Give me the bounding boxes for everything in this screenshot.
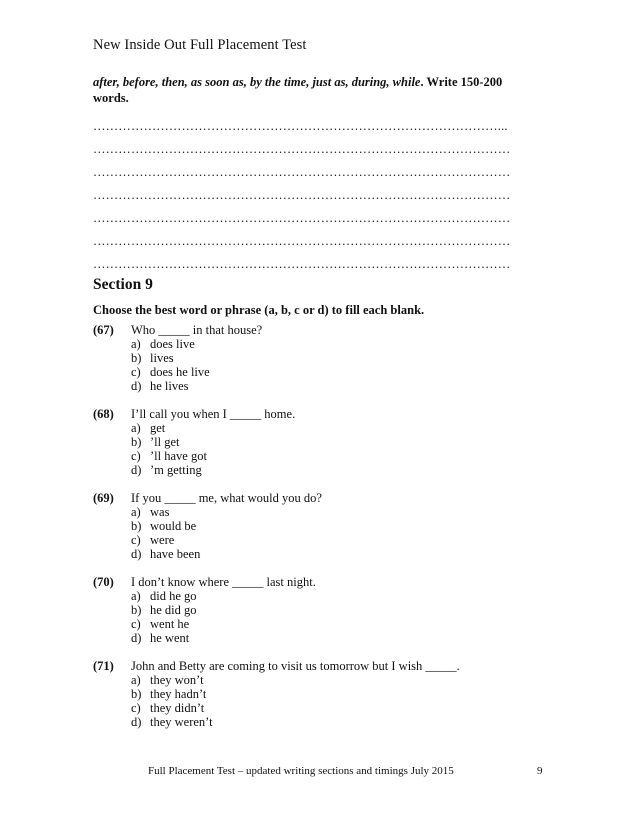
writing-line: ……………………………………………………………………………………… xyxy=(93,142,511,156)
option-text: they hadn’t xyxy=(150,687,207,701)
option-text: would be xyxy=(150,519,197,533)
option-letter: a) xyxy=(131,505,141,519)
option-text: they weren’t xyxy=(150,715,213,729)
question-text: I’ll call you when I _____ home. xyxy=(131,407,296,421)
option-b xyxy=(131,519,460,533)
option-text: get xyxy=(150,421,166,435)
option-text: went he xyxy=(150,617,190,631)
option-a xyxy=(131,589,460,603)
writing-line: ……………………………………………………………………………………… xyxy=(93,211,511,225)
option-a xyxy=(131,505,460,519)
option-text: ’ll have got xyxy=(150,449,207,463)
writing-line: ……………………………………………………………………………………… xyxy=(93,165,511,179)
option-text: lives xyxy=(150,351,174,365)
answer-options xyxy=(131,673,460,729)
answer-options xyxy=(131,505,460,561)
option-text: they didn’t xyxy=(150,701,205,715)
option-text: he did go xyxy=(150,603,197,617)
option-letter: d) xyxy=(131,463,142,477)
question-number: (71) xyxy=(93,659,114,673)
option-letter: c) xyxy=(131,365,141,379)
option-b xyxy=(131,603,460,617)
question-text: I don’t know where _____ last night. xyxy=(131,575,316,589)
option-text: ’m getting xyxy=(150,463,202,477)
option-a xyxy=(131,673,460,687)
question-number: (68) xyxy=(93,407,114,421)
option-text: did he go xyxy=(150,589,197,603)
option-d xyxy=(131,631,460,645)
option-letter: c) xyxy=(131,449,141,463)
answer-options xyxy=(131,589,460,645)
answer-options xyxy=(131,421,460,477)
option-d xyxy=(131,715,460,729)
word-count-instruction: . Write 150-200 words. xyxy=(93,75,503,105)
option-c xyxy=(131,449,460,463)
page-header-title: New Inside Out Full Placement Test xyxy=(93,37,307,53)
section-title: Section 9 xyxy=(93,276,153,293)
option-letter: d) xyxy=(131,631,142,645)
question-67 xyxy=(93,323,460,393)
question-number: (70) xyxy=(93,575,114,589)
answer-options xyxy=(131,337,460,393)
page-number: 9 xyxy=(537,765,543,777)
writing-line: ……………………………………………………………………………………… xyxy=(93,234,511,248)
option-letter: a) xyxy=(131,421,141,435)
option-letter: a) xyxy=(131,673,141,687)
question-text: John and Betty are coming to visit us tomorrow but I wish _____. xyxy=(131,659,460,673)
option-d xyxy=(131,379,460,393)
question-text: If you _____ me, what would you do? xyxy=(131,491,322,505)
option-c xyxy=(131,701,460,715)
writing-line: ……………………………………………………………………………………... xyxy=(93,119,508,133)
question-68 xyxy=(93,407,460,477)
option-letter: b) xyxy=(131,519,142,533)
writing-instruction xyxy=(93,74,533,106)
option-c xyxy=(131,533,460,547)
option-letter: c) xyxy=(131,701,141,715)
option-d xyxy=(131,547,460,561)
option-letter: c) xyxy=(131,617,141,631)
option-a xyxy=(131,421,460,435)
question-number: (67) xyxy=(93,323,114,337)
section-instruction: Choose the best word or phrase (a, b, c or d) to fill each blank. xyxy=(93,303,425,317)
option-letter: d) xyxy=(131,379,142,393)
option-letter: c) xyxy=(131,533,141,547)
option-text: does he live xyxy=(150,365,210,379)
option-text: does live xyxy=(150,337,195,351)
option-a xyxy=(131,337,460,351)
writing-line: ……………………………………………………………………………………… xyxy=(93,188,511,202)
question-71 xyxy=(93,659,460,729)
question-69 xyxy=(93,491,460,561)
option-c xyxy=(131,617,460,631)
option-letter: d) xyxy=(131,715,142,729)
option-letter: d) xyxy=(131,547,142,561)
option-c xyxy=(131,365,460,379)
page-footer: Full Placement Test – updated writing sections and timings July 2015 xyxy=(148,765,454,777)
option-d xyxy=(131,463,460,477)
writing-lines xyxy=(93,119,510,280)
option-b xyxy=(131,435,460,449)
option-b xyxy=(131,687,460,701)
option-letter: a) xyxy=(131,589,141,603)
option-text: ’ll get xyxy=(150,435,180,449)
option-text: was xyxy=(150,505,170,519)
question-list xyxy=(93,323,460,743)
option-letter: b) xyxy=(131,603,142,617)
option-text: he went xyxy=(150,631,190,645)
option-letter: a) xyxy=(131,337,141,351)
option-text: they won’t xyxy=(150,673,204,687)
option-letter: b) xyxy=(131,351,142,365)
question-text: Who _____ in that house? xyxy=(131,323,263,337)
connector-words: after, before, then, as soon as, by the time, just as, during, while xyxy=(93,75,421,89)
option-b xyxy=(131,351,460,365)
option-letter: b) xyxy=(131,435,142,449)
question-70 xyxy=(93,575,460,645)
option-text: were xyxy=(150,533,175,547)
option-text: he lives xyxy=(150,379,189,393)
writing-line: ……………………………………………………………………………………… xyxy=(93,257,511,271)
option-letter: b) xyxy=(131,687,142,701)
option-text: have been xyxy=(150,547,201,561)
question-number: (69) xyxy=(93,491,114,505)
